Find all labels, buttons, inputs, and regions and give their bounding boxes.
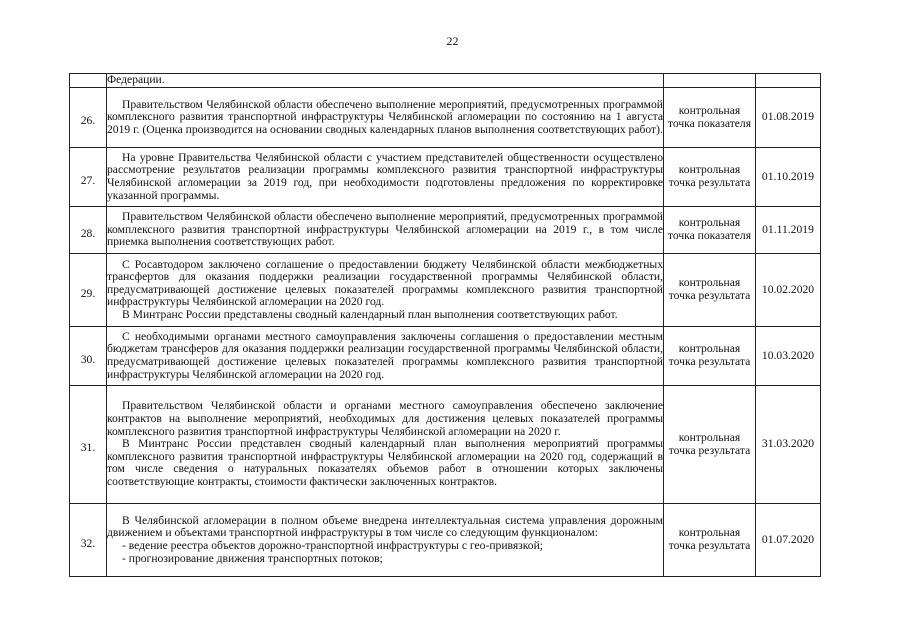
row-kind-cell: контрольная точка результата xyxy=(664,504,756,577)
row-paragraph: Правительством Челябинской области обеспечено выполнение мероприятий, предусмотренных программой комплексного развития транспортной инфраструктуры Челябинской агломерации на 2019 г., в том числе приемка выполнения соответствующих работ. xyxy=(107,210,663,249)
row-bullet: - ведение реестра объектов дорожно-транспортной инфраструктуры с гео-привязкой; xyxy=(122,539,544,552)
row-number-cell xyxy=(70,504,107,577)
row-kind-cell: контрольная точка результата xyxy=(664,254,756,327)
row-description-cell xyxy=(107,207,664,254)
row-number: 27. xyxy=(80,173,96,187)
row-number: 32. xyxy=(80,536,96,550)
table-row xyxy=(70,386,821,504)
row-number-cell xyxy=(70,207,107,254)
row-paragraph: С необходимыми органами местного самоуправления заключены соглашения о предоставлении местным бюджетам трансферов для оказания поддержки реализации государственной программы Челябинской области, предусматривающей достижение целевых показателей программы комплексного развития транспортной инфраструктуры Челябинской агломерации на 2020 год. xyxy=(107,329,663,381)
row-paragraph: Правительством Челябинской области и органами местного самоуправления обеспечено заключение контрактов на выполнение мероприятий, необходимых для достижения целевых показателей программы комплексного развития транспортной инфраструктуры Челябинской агломерации на 2020 г. xyxy=(107,399,663,438)
row-description-cell xyxy=(107,327,664,386)
table-row xyxy=(70,88,821,148)
row-paragraph: Федерации. xyxy=(107,73,165,87)
row-number: 29. xyxy=(80,286,96,300)
row-number-cell xyxy=(70,74,107,88)
row-number: 31. xyxy=(80,441,96,455)
table-row xyxy=(70,504,821,577)
row-date-cell: 01.11.2019 xyxy=(756,207,821,254)
row-paragraph: На уровне Правительства Челябинской области с участием представителей общественности осуществлено рассмотрение результатов реализации программы комплексного развития транспортной инфраструктуры Челябинской агломерации за 2019 год, при необходимости подготовлены предложения по корректировке указанной программы. xyxy=(107,150,663,202)
table-row xyxy=(70,148,821,207)
row-date-cell: 01.07.2020 xyxy=(756,504,821,577)
table-row xyxy=(70,254,821,327)
page-number: 22 xyxy=(446,34,459,48)
row-number: 28. xyxy=(80,226,96,240)
row-kind-cell: контрольная точка показателя xyxy=(664,88,756,148)
row-date-cell: 10.02.2020 xyxy=(756,254,821,327)
row-number: 26. xyxy=(80,114,96,128)
row-paragraph: В Челябинской агломерации в полном объеме внедрена интеллектуальная система управления дорожным движением и объектами транспортной инфраструктуры в том числе со следующим функционалом: xyxy=(107,513,663,540)
row-kind-cell: контрольная точка показателя xyxy=(664,207,756,254)
row-number-cell xyxy=(70,386,107,504)
table-row xyxy=(70,327,821,386)
row-number-cell xyxy=(70,327,107,386)
control-points-table xyxy=(69,73,821,577)
table-row xyxy=(70,207,821,254)
row-paragraph: В Минтранс России представлены сводный календарный план выполнения соответствующих работ. xyxy=(122,307,618,321)
row-number-cell xyxy=(70,148,107,207)
row-kind-cell: контрольная точка результата xyxy=(664,148,756,207)
table-row-continued xyxy=(70,74,821,88)
row-paragraph: С Росавтодором заключено соглашение о предоставлении бюджету Челябинской области межбюджетных трансфертов для оказания поддержки реализации государственной программы Челябинской области, предусматривающей достижение целевых показателей программы комплексного развития транспортной инфраструктуры Челябинской агломерации на 2020 год. xyxy=(107,257,663,309)
row-kind-cell xyxy=(664,74,756,88)
row-date-cell: 10.03.2020 xyxy=(756,327,821,386)
row-description-cell xyxy=(107,254,664,327)
row-date-cell: 01.08.2019 xyxy=(756,88,821,148)
row-description-cell xyxy=(107,386,664,504)
row-description-cell xyxy=(107,74,664,88)
row-number: 30. xyxy=(80,352,96,366)
row-date-cell: 31.03.2020 xyxy=(756,386,821,504)
row-number-cell xyxy=(70,88,107,148)
row-kind-cell: контрольная точка результата xyxy=(664,386,756,504)
row-paragraph: Правительством Челябинской области обеспечено выполнение мероприятий, предусмотренных программой комплексного развития транспортной инфраструктуры Челябинской агломерации по состоянию на 1 августа 2019 г. (Оценка производится на основании сводных календарных планов выполнения соответствующих работ). xyxy=(107,97,663,136)
row-kind-cell: контрольная точка результата xyxy=(664,327,756,386)
row-paragraph: В Минтранс России представлен сводный календарный план выполнения мероприятий программы комплексного развития транспортной инфраструктуры Челябинской агломерации на 2020 год, содержащий в том числе сведения о натуральных показателях объемов работ в отношении которых заключены соответствующие контракты, стоимости фактически заключенных контрактов. xyxy=(107,437,663,488)
row-date-cell: 01.10.2019 xyxy=(756,148,821,207)
row-description-cell xyxy=(107,148,664,207)
row-date-cell xyxy=(756,74,821,88)
row-description-cell xyxy=(107,88,664,148)
row-bullet: - прогнозирование движения транспортных потоков; xyxy=(122,551,383,565)
row-description-cell xyxy=(107,504,664,577)
row-number-cell xyxy=(70,254,107,327)
